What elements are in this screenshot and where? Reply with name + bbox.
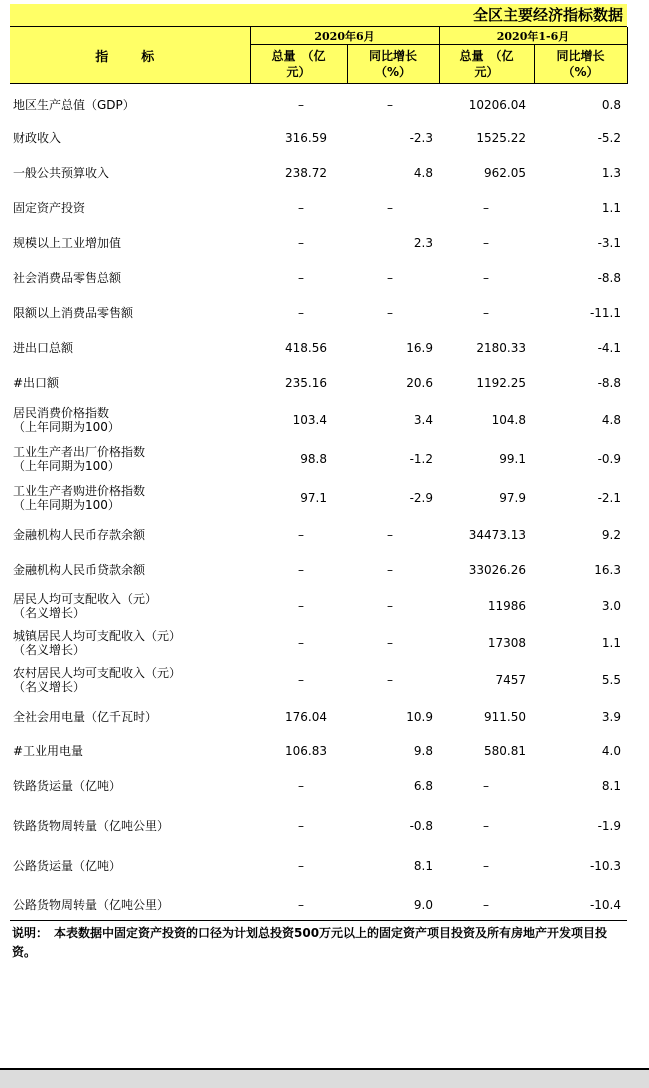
table-row — [10, 846, 627, 886]
ytd-total-cell: 34473.13 — [468, 527, 526, 542]
table-row — [10, 806, 627, 846]
month-total-cell: – — [298, 562, 304, 577]
table-row — [10, 766, 627, 806]
ytd-total-cell: – — [483, 859, 489, 873]
month-growth-cell: – — [387, 598, 393, 613]
indicator-label: 公路货物周转量（亿吨公里） — [13, 898, 170, 912]
ytd-total-cell: 1525.22 — [476, 130, 526, 145]
table-row — [10, 190, 627, 225]
month-growth-cell: – — [387, 635, 393, 650]
table-row — [10, 330, 627, 365]
ytd-growth-cell: -10.4 — [589, 898, 621, 912]
month-growth-cell: -1.2 — [409, 451, 433, 466]
ytd-growth-cell: 3.0 — [601, 598, 621, 613]
header-ytd-growth: 同比增长 （%） — [534, 45, 627, 84]
month-growth-cell: – — [387, 562, 393, 577]
table-row — [10, 400, 627, 439]
month-total-cell: – — [298, 779, 304, 793]
indicator-name — [10, 624, 250, 661]
ytd-total-cell: 10206.04 — [468, 98, 526, 112]
month-total-cell: 316.59 — [285, 130, 327, 145]
indicator-name — [10, 517, 250, 552]
ytd-growth-cell: 3.9 — [601, 709, 621, 724]
month-growth-cell: 9.0 — [413, 898, 433, 912]
ytd-growth-cell: -5.2 — [597, 130, 621, 145]
indicator-label: #出口额 — [13, 375, 60, 390]
table-row — [10, 155, 627, 190]
indicator-name — [10, 225, 250, 260]
indicator-label: 工业生产者出厂价格指数 — [13, 444, 146, 459]
footer-bar — [0, 1068, 649, 1088]
indicator-note: （名义增长） — [13, 605, 86, 620]
ytd-growth-cell: -8.8 — [597, 270, 621, 285]
ytd-total-cell: – — [483, 235, 489, 250]
indicator-label: 社会消费品零售总额 — [13, 270, 122, 285]
table-row — [10, 735, 627, 766]
indicator-table-wrap — [10, 27, 627, 924]
ytd-total-cell: – — [483, 270, 489, 285]
indicator-label: 居民消费价格指数 — [13, 405, 110, 420]
ytd-growth-cell: 5.5 — [601, 672, 621, 687]
indicator-label: 规模以上工业增加值 — [13, 235, 122, 250]
indicator-name — [10, 330, 250, 365]
month-growth-cell: -0.8 — [409, 819, 433, 833]
indicator-label: 金融机构人民币贷款余额 — [13, 562, 146, 577]
month-total-cell: – — [298, 672, 304, 687]
month-total-cell: 238.72 — [285, 165, 327, 180]
ytd-growth-cell: 0.8 — [601, 98, 621, 112]
ytd-total-cell: 104.8 — [491, 412, 526, 427]
ytd-growth-cell: -3.1 — [597, 235, 621, 250]
ytd-growth-cell: 1.3 — [601, 165, 621, 180]
indicator-name — [10, 400, 250, 439]
month-total-cell: 418.56 — [285, 340, 327, 355]
indicator-label: 固定资产投资 — [13, 200, 86, 215]
month-growth-cell: 2.3 — [413, 235, 433, 250]
indicator-name — [10, 478, 250, 517]
page-title: 全区主要经济指标数据 — [10, 4, 627, 27]
indicator-label: 一般公共预算收入 — [13, 165, 110, 180]
indicator-label: 城镇居民人均可支配收入（元） — [13, 628, 182, 643]
indicator-name — [10, 439, 250, 478]
month-total-cell: – — [298, 98, 304, 112]
table-row — [10, 624, 627, 661]
ytd-total-cell: 17308 — [487, 635, 526, 650]
header-group-month: 2020年6月 — [250, 27, 439, 45]
indicator-name — [10, 295, 250, 330]
indicator-name — [10, 886, 250, 924]
indicator-note: （上年同期为100） — [13, 419, 120, 434]
month-growth-cell: 4.8 — [413, 165, 433, 180]
ytd-growth-cell: 9.2 — [601, 527, 621, 542]
indicator-label: 铁路货运量（亿吨） — [13, 779, 122, 793]
month-growth-cell: 16.9 — [406, 340, 433, 355]
header-group-ytd: 2020年1-6月 — [439, 27, 627, 45]
ytd-growth-cell: -10.3 — [589, 859, 621, 873]
table-row — [10, 90, 627, 120]
indicator-name — [10, 587, 250, 624]
ytd-total-cell: 97.9 — [499, 490, 526, 505]
month-total-cell: – — [298, 270, 304, 285]
month-growth-cell: – — [387, 200, 393, 215]
month-growth-cell: 6.8 — [413, 779, 433, 793]
ytd-total-cell: 1192.25 — [476, 375, 526, 390]
table-body — [10, 84, 627, 925]
month-growth-cell: – — [387, 98, 393, 112]
month-growth-cell: 8.1 — [413, 859, 433, 873]
table-row — [10, 120, 627, 155]
ytd-total-cell: – — [483, 200, 489, 215]
header-month-total: 总量 （亿 元） — [250, 45, 347, 84]
ytd-growth-cell: -8.8 — [597, 375, 621, 390]
month-total-cell: – — [298, 859, 304, 873]
ytd-growth-cell: 1.1 — [601, 635, 621, 650]
month-total-cell: 103.4 — [292, 412, 327, 427]
month-total-cell: – — [298, 635, 304, 650]
indicator-name — [10, 190, 250, 225]
indicator-label: 农村居民人均可支配收入（元） — [13, 665, 182, 680]
ytd-total-cell: – — [483, 898, 489, 912]
indicator-label: 工业生产者购进价格指数 — [13, 483, 146, 498]
ytd-growth-cell: -1.9 — [597, 819, 621, 833]
table-row — [10, 552, 627, 587]
ytd-total-cell: 962.05 — [484, 165, 526, 180]
indicator-label: 金融机构人民币存款余额 — [13, 527, 146, 542]
indicator-note: （名义增长） — [13, 679, 86, 694]
indicator-name — [10, 365, 250, 400]
header-month-growth: 同比增长 （%） — [347, 45, 439, 84]
ytd-growth-cell: 8.1 — [601, 779, 621, 793]
header-ytd-total: 总量 （亿 元） — [439, 45, 534, 84]
table-row — [10, 661, 627, 698]
indicator-name — [10, 260, 250, 295]
indicator-label: 居民人均可支配收入（元） — [13, 591, 158, 606]
indicator-label: 进出口总额 — [13, 340, 74, 355]
table-row — [10, 517, 627, 552]
month-total-cell: 106.83 — [285, 743, 327, 758]
ytd-total-cell: 11986 — [487, 598, 526, 613]
note-divider — [10, 920, 627, 921]
header-indicator: 指 标 — [10, 27, 250, 84]
indicator-name — [10, 120, 250, 155]
month-total-cell: – — [298, 235, 304, 250]
indicator-label: 公路货运量（亿吨） — [13, 859, 122, 873]
month-growth-cell: 20.6 — [406, 375, 433, 390]
table-row — [10, 698, 627, 735]
indicator-note: （上年同期为100） — [13, 458, 120, 473]
month-growth-cell: – — [387, 527, 393, 542]
month-total-cell: – — [298, 305, 304, 320]
month-total-cell: – — [298, 898, 304, 912]
table-row — [10, 295, 627, 330]
table-row — [10, 478, 627, 517]
indicator-note: （名义增长） — [13, 642, 86, 657]
ytd-growth-cell: -11.1 — [589, 305, 621, 320]
indicator-name — [10, 155, 250, 190]
month-total-cell: – — [298, 598, 304, 613]
table-row — [10, 439, 627, 478]
month-total-cell: 97.1 — [300, 490, 327, 505]
ytd-total-cell: 7457 — [495, 672, 526, 687]
indicator-name — [10, 735, 250, 766]
indicator-name — [10, 766, 250, 806]
ytd-growth-cell: -0.9 — [597, 451, 621, 466]
indicator-name — [10, 806, 250, 846]
month-growth-cell: 9.8 — [413, 743, 433, 758]
month-growth-cell: -2.9 — [409, 490, 433, 505]
indicator-note: （上年同期为100） — [13, 497, 120, 512]
indicator-table — [10, 27, 628, 924]
indicator-name — [10, 90, 250, 120]
table-row — [10, 260, 627, 295]
table-row — [10, 886, 627, 924]
table-row — [10, 365, 627, 400]
ytd-total-cell: 33026.26 — [468, 562, 526, 577]
ytd-growth-cell: 1.1 — [601, 200, 621, 215]
indicator-label: 全社会用电量（亿千瓦时） — [13, 709, 158, 724]
ytd-growth-cell: 16.3 — [594, 562, 621, 577]
indicator-name — [10, 661, 250, 698]
indicator-label: 铁路货物周转量（亿吨公里） — [13, 819, 170, 833]
month-total-cell: – — [298, 527, 304, 542]
ytd-total-cell: 911.50 — [484, 709, 526, 724]
ytd-total-cell: – — [483, 305, 489, 320]
table-row — [10, 587, 627, 624]
indicator-label: 限额以上消费品零售额 — [13, 305, 134, 320]
ytd-total-cell: 2180.33 — [476, 340, 526, 355]
ytd-growth-cell: -4.1 — [597, 340, 621, 355]
ytd-total-cell: – — [483, 819, 489, 833]
month-total-cell: 176.04 — [285, 709, 327, 724]
month-growth-cell: 3.4 — [413, 412, 433, 427]
table-note: 说明： 本表数据中固定资产投资的口径为计划总投资500万元以上的固定资产项目投资及所有房地产开发项目投资。 — [12, 926, 608, 959]
indicator-name — [10, 846, 250, 886]
month-total-cell: 98.8 — [300, 451, 327, 466]
ytd-total-cell: 99.1 — [499, 451, 526, 466]
header-group-row — [10, 27, 627, 45]
ytd-total-cell: – — [483, 779, 489, 793]
ytd-growth-cell: -2.1 — [597, 490, 621, 505]
indicator-name — [10, 698, 250, 735]
indicator-label: #工业用电量 — [13, 743, 84, 758]
indicator-name — [10, 552, 250, 587]
ytd-growth-cell: 4.0 — [601, 743, 621, 758]
month-total-cell: – — [298, 819, 304, 833]
month-total-cell: – — [298, 200, 304, 215]
table-row — [10, 225, 627, 260]
month-total-cell: 235.16 — [285, 375, 327, 390]
indicator-label: 财政收入 — [13, 130, 62, 145]
month-growth-cell: – — [387, 305, 393, 320]
ytd-growth-cell: 4.8 — [601, 412, 621, 427]
ytd-total-cell: 580.81 — [484, 743, 526, 758]
month-growth-cell: -2.3 — [409, 130, 433, 145]
month-growth-cell: – — [387, 270, 393, 285]
indicator-label: 地区生产总值（GDP） — [13, 98, 135, 112]
month-growth-cell: 10.9 — [406, 709, 433, 724]
month-growth-cell: – — [387, 672, 393, 687]
